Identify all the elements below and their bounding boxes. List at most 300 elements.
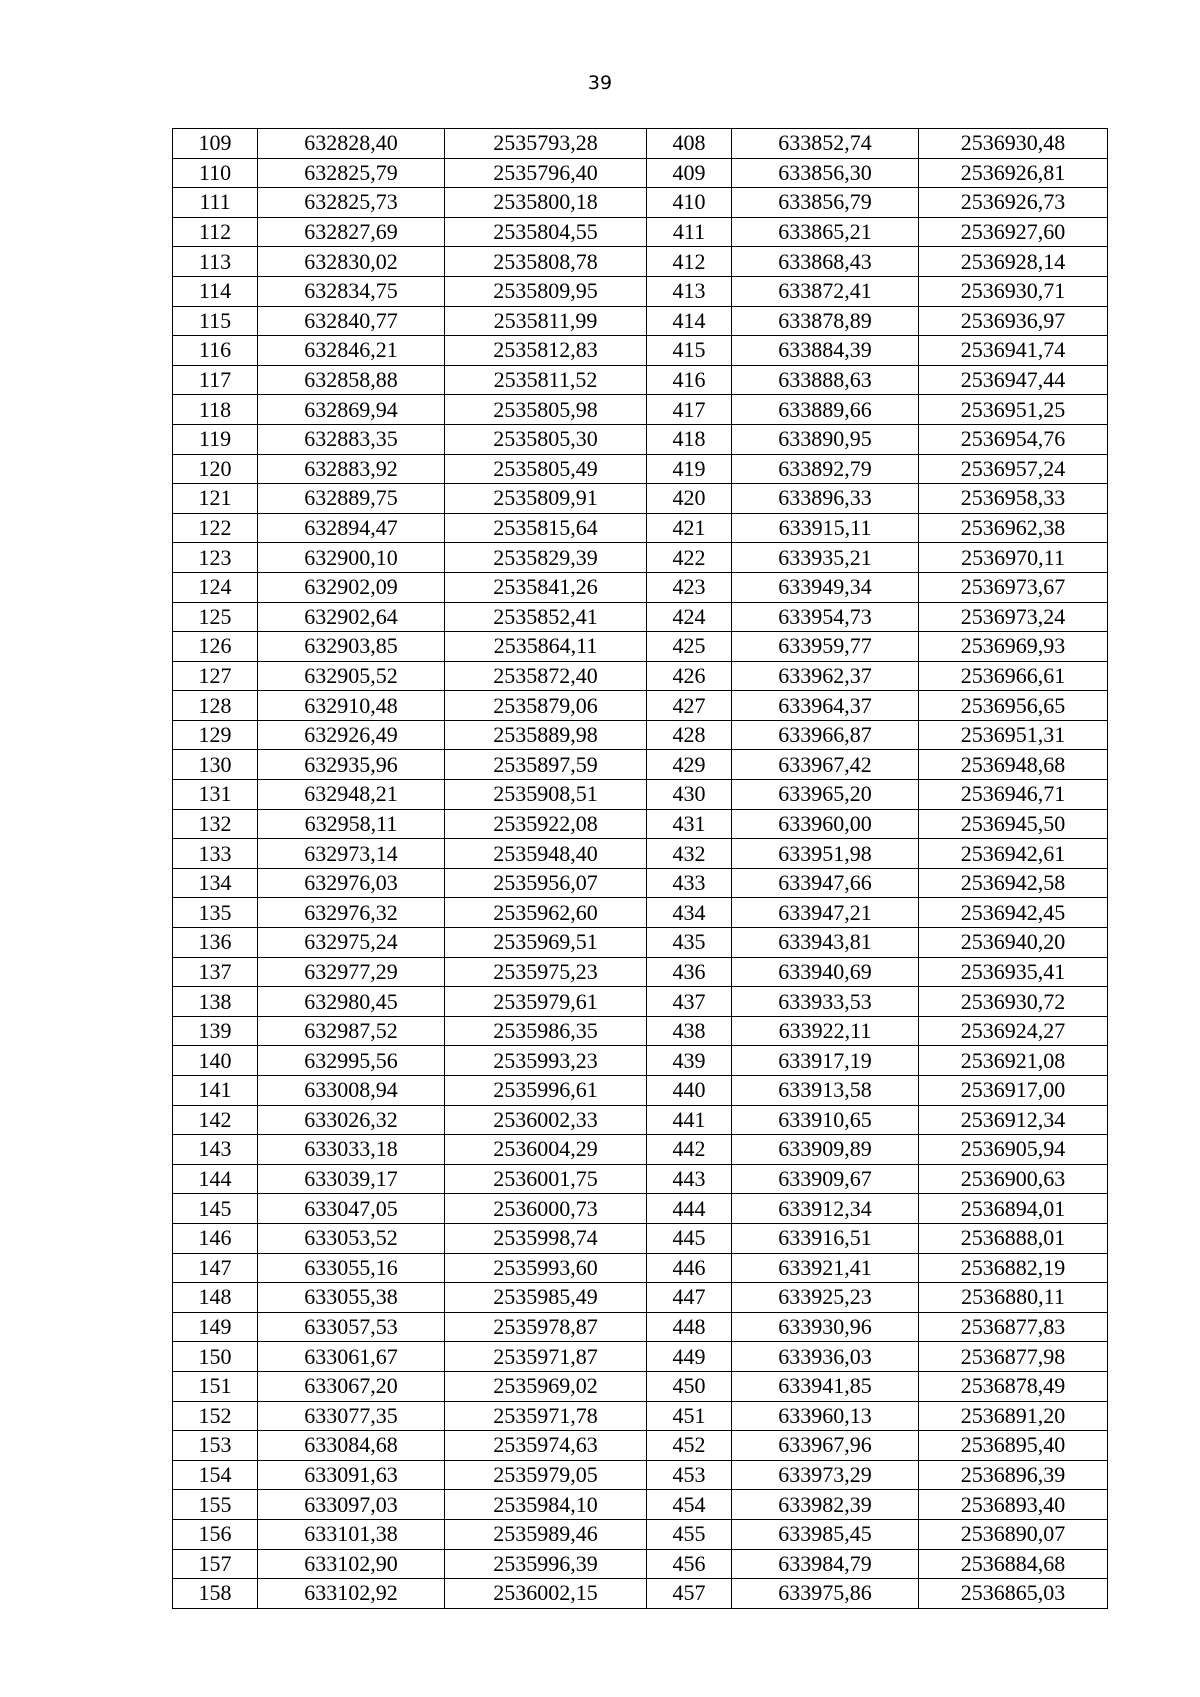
point-number-cell: 426 — [647, 661, 732, 691]
x-coordinate-cell: 632973,14 — [258, 839, 445, 869]
point-number-cell: 130 — [173, 750, 258, 780]
table-row — [173, 247, 1108, 277]
x-coordinate-cell: 633930,96 — [732, 1312, 919, 1342]
x-coordinate-cell: 633964,37 — [732, 691, 919, 721]
x-coordinate-cell: 633951,98 — [732, 839, 919, 869]
y-coordinate-cell: 2535841,26 — [445, 572, 647, 602]
point-number-cell: 424 — [647, 602, 732, 632]
point-number-cell: 422 — [647, 543, 732, 573]
point-number-cell: 410 — [647, 188, 732, 218]
x-coordinate-cell: 633967,42 — [732, 750, 919, 780]
y-coordinate-cell: 2535985,49 — [445, 1283, 647, 1313]
table-row — [173, 750, 1108, 780]
table-row — [173, 1076, 1108, 1106]
table-row — [173, 543, 1108, 573]
x-coordinate-cell: 633912,34 — [732, 1194, 919, 1224]
y-coordinate-cell: 2536954,76 — [919, 424, 1108, 454]
point-number-cell: 157 — [173, 1549, 258, 1579]
point-number-cell: 409 — [647, 158, 732, 188]
point-number-cell: 122 — [173, 513, 258, 543]
table-row — [173, 839, 1108, 869]
y-coordinate-cell: 2536958,33 — [919, 484, 1108, 514]
table-row — [173, 1223, 1108, 1253]
point-number-cell: 430 — [647, 780, 732, 810]
point-number-cell: 131 — [173, 780, 258, 810]
x-coordinate-cell: 632976,03 — [258, 868, 445, 898]
y-coordinate-cell: 2536888,01 — [919, 1223, 1108, 1253]
y-coordinate-cell: 2535805,49 — [445, 454, 647, 484]
y-coordinate-cell: 2536002,33 — [445, 1105, 647, 1135]
y-coordinate-cell: 2536895,40 — [919, 1431, 1108, 1461]
table-row — [173, 780, 1108, 810]
x-coordinate-cell: 633921,41 — [732, 1253, 919, 1283]
x-coordinate-cell: 632980,45 — [258, 987, 445, 1017]
y-coordinate-cell: 2535811,52 — [445, 365, 647, 395]
x-coordinate-cell: 633973,29 — [732, 1460, 919, 1490]
table-row — [173, 1519, 1108, 1549]
point-number-cell: 155 — [173, 1490, 258, 1520]
point-number-cell: 454 — [647, 1490, 732, 1520]
point-number-cell: 135 — [173, 898, 258, 928]
point-number-cell: 136 — [173, 928, 258, 958]
y-coordinate-cell: 2536951,31 — [919, 720, 1108, 750]
point-number-cell: 116 — [173, 336, 258, 366]
point-number-cell: 121 — [173, 484, 258, 514]
table-row — [173, 424, 1108, 454]
table-row — [173, 129, 1108, 159]
x-coordinate-cell: 633878,89 — [732, 306, 919, 336]
y-coordinate-cell: 2536951,25 — [919, 395, 1108, 425]
table-row — [173, 1549, 1108, 1579]
point-number-cell: 147 — [173, 1253, 258, 1283]
table-row — [173, 1401, 1108, 1431]
x-coordinate-cell: 633102,92 — [258, 1579, 445, 1609]
x-coordinate-cell: 633008,94 — [258, 1076, 445, 1106]
point-number-cell: 450 — [647, 1371, 732, 1401]
point-number-cell: 134 — [173, 868, 258, 898]
x-coordinate-cell: 632827,69 — [258, 217, 445, 247]
y-coordinate-cell: 2536000,73 — [445, 1194, 647, 1224]
x-coordinate-cell: 633102,90 — [258, 1549, 445, 1579]
y-coordinate-cell: 2535897,59 — [445, 750, 647, 780]
point-number-cell: 127 — [173, 661, 258, 691]
x-coordinate-cell: 633941,85 — [732, 1371, 919, 1401]
y-coordinate-cell: 2536884,68 — [919, 1549, 1108, 1579]
table-row — [173, 306, 1108, 336]
y-coordinate-cell: 2535998,74 — [445, 1223, 647, 1253]
x-coordinate-cell: 633053,52 — [258, 1223, 445, 1253]
y-coordinate-cell: 2536882,19 — [919, 1253, 1108, 1283]
x-coordinate-cell: 633947,21 — [732, 898, 919, 928]
point-number-cell: 143 — [173, 1135, 258, 1165]
y-coordinate-cell: 2536940,20 — [919, 928, 1108, 958]
x-coordinate-cell: 633925,23 — [732, 1283, 919, 1313]
y-coordinate-cell: 2536896,39 — [919, 1460, 1108, 1490]
y-coordinate-cell: 2535971,87 — [445, 1342, 647, 1372]
x-coordinate-cell: 633984,79 — [732, 1549, 919, 1579]
x-coordinate-cell: 632995,56 — [258, 1046, 445, 1076]
x-coordinate-cell: 633890,95 — [732, 424, 919, 454]
x-coordinate-cell: 633962,37 — [732, 661, 919, 691]
y-coordinate-cell: 2536880,11 — [919, 1283, 1108, 1313]
y-coordinate-cell: 2535864,11 — [445, 632, 647, 662]
point-number-cell: 441 — [647, 1105, 732, 1135]
point-number-cell: 114 — [173, 276, 258, 306]
point-number-cell: 451 — [647, 1401, 732, 1431]
table-row — [173, 1490, 1108, 1520]
page-number: 39 — [587, 72, 613, 94]
y-coordinate-cell: 2536948,68 — [919, 750, 1108, 780]
y-coordinate-cell: 2536928,14 — [919, 247, 1108, 277]
coordinates-table-body — [173, 129, 1108, 1609]
y-coordinate-cell: 2536900,63 — [919, 1164, 1108, 1194]
point-number-cell: 456 — [647, 1549, 732, 1579]
point-number-cell: 457 — [647, 1579, 732, 1609]
y-coordinate-cell: 2536891,20 — [919, 1401, 1108, 1431]
table-row — [173, 1046, 1108, 1076]
point-number-cell: 137 — [173, 957, 258, 987]
x-coordinate-cell: 632905,52 — [258, 661, 445, 691]
table-row — [173, 1579, 1108, 1609]
table-row — [173, 1016, 1108, 1046]
point-number-cell: 435 — [647, 928, 732, 958]
point-number-cell: 126 — [173, 632, 258, 662]
table-row — [173, 720, 1108, 750]
y-coordinate-cell: 2536894,01 — [919, 1194, 1108, 1224]
x-coordinate-cell: 633960,13 — [732, 1401, 919, 1431]
y-coordinate-cell: 2536941,74 — [919, 336, 1108, 366]
y-coordinate-cell: 2535829,39 — [445, 543, 647, 573]
y-coordinate-cell: 2535984,10 — [445, 1490, 647, 1520]
y-coordinate-cell: 2536966,61 — [919, 661, 1108, 691]
y-coordinate-cell: 2536924,27 — [919, 1016, 1108, 1046]
y-coordinate-cell: 2535978,87 — [445, 1312, 647, 1342]
point-number-cell: 434 — [647, 898, 732, 928]
point-number-cell: 420 — [647, 484, 732, 514]
table-row — [173, 572, 1108, 602]
point-number-cell: 437 — [647, 987, 732, 1017]
table-row — [173, 158, 1108, 188]
x-coordinate-cell: 633055,38 — [258, 1283, 445, 1313]
table-row — [173, 602, 1108, 632]
point-number-cell: 129 — [173, 720, 258, 750]
x-coordinate-cell: 633039,17 — [258, 1164, 445, 1194]
y-coordinate-cell: 2536946,71 — [919, 780, 1108, 810]
point-number-cell: 443 — [647, 1164, 732, 1194]
y-coordinate-cell: 2536917,00 — [919, 1076, 1108, 1106]
y-coordinate-cell: 2535815,64 — [445, 513, 647, 543]
x-coordinate-cell: 633061,67 — [258, 1342, 445, 1372]
x-coordinate-cell: 633940,69 — [732, 957, 919, 987]
y-coordinate-cell: 2536930,48 — [919, 129, 1108, 159]
x-coordinate-cell: 632830,02 — [258, 247, 445, 277]
y-coordinate-cell: 2536890,07 — [919, 1519, 1108, 1549]
x-coordinate-cell: 633975,86 — [732, 1579, 919, 1609]
y-coordinate-cell: 2535956,07 — [445, 868, 647, 898]
x-coordinate-cell: 632858,88 — [258, 365, 445, 395]
x-coordinate-cell: 632926,49 — [258, 720, 445, 750]
point-number-cell: 421 — [647, 513, 732, 543]
y-coordinate-cell: 2536942,58 — [919, 868, 1108, 898]
x-coordinate-cell: 633856,30 — [732, 158, 919, 188]
y-coordinate-cell: 2535986,35 — [445, 1016, 647, 1046]
x-coordinate-cell: 633026,32 — [258, 1105, 445, 1135]
point-number-cell: 438 — [647, 1016, 732, 1046]
x-coordinate-cell: 633960,00 — [732, 809, 919, 839]
x-coordinate-cell: 632846,21 — [258, 336, 445, 366]
table-row — [173, 1194, 1108, 1224]
y-coordinate-cell: 2535809,95 — [445, 276, 647, 306]
x-coordinate-cell: 633888,63 — [732, 365, 919, 395]
point-number-cell: 139 — [173, 1016, 258, 1046]
point-number-cell: 439 — [647, 1046, 732, 1076]
y-coordinate-cell: 2535800,18 — [445, 188, 647, 218]
table-row — [173, 928, 1108, 958]
x-coordinate-cell: 632883,92 — [258, 454, 445, 484]
x-coordinate-cell: 633865,21 — [732, 217, 919, 247]
x-coordinate-cell: 632910,48 — [258, 691, 445, 721]
point-number-cell: 436 — [647, 957, 732, 987]
y-coordinate-cell: 2535793,28 — [445, 129, 647, 159]
point-number-cell: 411 — [647, 217, 732, 247]
x-coordinate-cell: 633915,11 — [732, 513, 919, 543]
point-number-cell: 446 — [647, 1253, 732, 1283]
point-number-cell: 124 — [173, 572, 258, 602]
y-coordinate-cell: 2535852,41 — [445, 602, 647, 632]
table-row — [173, 868, 1108, 898]
point-number-cell: 140 — [173, 1046, 258, 1076]
y-coordinate-cell: 2536004,29 — [445, 1135, 647, 1165]
y-coordinate-cell: 2535812,83 — [445, 336, 647, 366]
x-coordinate-cell: 633966,87 — [732, 720, 919, 750]
y-coordinate-cell: 2536956,65 — [919, 691, 1108, 721]
x-coordinate-cell: 633872,41 — [732, 276, 919, 306]
table-row — [173, 188, 1108, 218]
x-coordinate-cell: 632825,73 — [258, 188, 445, 218]
point-number-cell: 150 — [173, 1342, 258, 1372]
point-number-cell: 145 — [173, 1194, 258, 1224]
y-coordinate-cell: 2535805,98 — [445, 395, 647, 425]
point-number-cell: 416 — [647, 365, 732, 395]
y-coordinate-cell: 2535811,99 — [445, 306, 647, 336]
point-number-cell: 432 — [647, 839, 732, 869]
x-coordinate-cell: 632894,47 — [258, 513, 445, 543]
x-coordinate-cell: 633077,35 — [258, 1401, 445, 1431]
point-number-cell: 123 — [173, 543, 258, 573]
table-row — [173, 336, 1108, 366]
x-coordinate-cell: 632903,85 — [258, 632, 445, 662]
point-number-cell: 427 — [647, 691, 732, 721]
point-number-cell: 120 — [173, 454, 258, 484]
y-coordinate-cell: 2536935,41 — [919, 957, 1108, 987]
table-row — [173, 513, 1108, 543]
point-number-cell: 113 — [173, 247, 258, 277]
y-coordinate-cell: 2536877,83 — [919, 1312, 1108, 1342]
x-coordinate-cell: 633947,66 — [732, 868, 919, 898]
point-number-cell: 408 — [647, 129, 732, 159]
x-coordinate-cell: 633954,73 — [732, 602, 919, 632]
y-coordinate-cell: 2536927,60 — [919, 217, 1108, 247]
y-coordinate-cell: 2536930,72 — [919, 987, 1108, 1017]
point-number-cell: 412 — [647, 247, 732, 277]
y-coordinate-cell: 2536912,34 — [919, 1105, 1108, 1135]
x-coordinate-cell: 632902,64 — [258, 602, 445, 632]
table-row — [173, 395, 1108, 425]
y-coordinate-cell: 2536969,93 — [919, 632, 1108, 662]
y-coordinate-cell: 2536930,71 — [919, 276, 1108, 306]
point-number-cell: 156 — [173, 1519, 258, 1549]
table-row — [173, 661, 1108, 691]
point-number-cell: 444 — [647, 1194, 732, 1224]
y-coordinate-cell: 2535996,61 — [445, 1076, 647, 1106]
point-number-cell: 109 — [173, 129, 258, 159]
x-coordinate-cell: 633909,67 — [732, 1164, 919, 1194]
x-coordinate-cell: 633982,39 — [732, 1490, 919, 1520]
point-number-cell: 414 — [647, 306, 732, 336]
point-number-cell: 425 — [647, 632, 732, 662]
table-row — [173, 1253, 1108, 1283]
x-coordinate-cell: 633935,21 — [732, 543, 919, 573]
y-coordinate-cell: 2536865,03 — [919, 1579, 1108, 1609]
point-number-cell: 111 — [173, 188, 258, 218]
point-number-cell: 144 — [173, 1164, 258, 1194]
point-number-cell: 449 — [647, 1342, 732, 1372]
y-coordinate-cell: 2536926,73 — [919, 188, 1108, 218]
point-number-cell: 133 — [173, 839, 258, 869]
table-row — [173, 957, 1108, 987]
y-coordinate-cell: 2535979,05 — [445, 1460, 647, 1490]
point-number-cell: 445 — [647, 1223, 732, 1253]
point-number-cell: 117 — [173, 365, 258, 395]
point-number-cell: 452 — [647, 1431, 732, 1461]
x-coordinate-cell: 632958,11 — [258, 809, 445, 839]
y-coordinate-cell: 2536947,44 — [919, 365, 1108, 395]
y-coordinate-cell: 2536877,98 — [919, 1342, 1108, 1372]
x-coordinate-cell: 632987,52 — [258, 1016, 445, 1046]
y-coordinate-cell: 2535872,40 — [445, 661, 647, 691]
x-coordinate-cell: 632977,29 — [258, 957, 445, 987]
y-coordinate-cell: 2535969,02 — [445, 1371, 647, 1401]
x-coordinate-cell: 633033,18 — [258, 1135, 445, 1165]
x-coordinate-cell: 632935,96 — [258, 750, 445, 780]
x-coordinate-cell: 633047,05 — [258, 1194, 445, 1224]
point-number-cell: 142 — [173, 1105, 258, 1135]
x-coordinate-cell: 632834,75 — [258, 276, 445, 306]
table-row — [173, 1312, 1108, 1342]
x-coordinate-cell: 633917,19 — [732, 1046, 919, 1076]
point-number-cell: 413 — [647, 276, 732, 306]
point-number-cell: 158 — [173, 1579, 258, 1609]
y-coordinate-cell: 2535962,60 — [445, 898, 647, 928]
point-number-cell: 417 — [647, 395, 732, 425]
y-coordinate-cell: 2535808,78 — [445, 247, 647, 277]
x-coordinate-cell: 632828,40 — [258, 129, 445, 159]
x-coordinate-cell: 633889,66 — [732, 395, 919, 425]
y-coordinate-cell: 2535989,46 — [445, 1519, 647, 1549]
point-number-cell: 442 — [647, 1135, 732, 1165]
y-coordinate-cell: 2535975,23 — [445, 957, 647, 987]
y-coordinate-cell: 2535805,30 — [445, 424, 647, 454]
x-coordinate-cell: 633896,33 — [732, 484, 919, 514]
x-coordinate-cell: 633959,77 — [732, 632, 919, 662]
point-number-cell: 141 — [173, 1076, 258, 1106]
table-row — [173, 898, 1108, 928]
table-row — [173, 484, 1108, 514]
y-coordinate-cell: 2535879,06 — [445, 691, 647, 721]
x-coordinate-cell: 633965,20 — [732, 780, 919, 810]
y-coordinate-cell: 2535996,39 — [445, 1549, 647, 1579]
y-coordinate-cell: 2535948,40 — [445, 839, 647, 869]
point-number-cell: 433 — [647, 868, 732, 898]
x-coordinate-cell: 633910,65 — [732, 1105, 919, 1135]
point-number-cell: 423 — [647, 572, 732, 602]
x-coordinate-cell: 633091,63 — [258, 1460, 445, 1490]
point-number-cell: 453 — [647, 1460, 732, 1490]
x-coordinate-cell: 633868,43 — [732, 247, 919, 277]
x-coordinate-cell: 632825,79 — [258, 158, 445, 188]
table-row — [173, 632, 1108, 662]
x-coordinate-cell: 633097,03 — [258, 1490, 445, 1520]
y-coordinate-cell: 2536893,40 — [919, 1490, 1108, 1520]
x-coordinate-cell: 633949,34 — [732, 572, 919, 602]
point-number-cell: 428 — [647, 720, 732, 750]
point-number-cell: 112 — [173, 217, 258, 247]
table-row — [173, 809, 1108, 839]
x-coordinate-cell: 632976,32 — [258, 898, 445, 928]
point-number-cell: 431 — [647, 809, 732, 839]
y-coordinate-cell: 2536926,81 — [919, 158, 1108, 188]
table-row — [173, 1135, 1108, 1165]
y-coordinate-cell: 2535971,78 — [445, 1401, 647, 1431]
x-coordinate-cell: 633936,03 — [732, 1342, 919, 1372]
x-coordinate-cell: 633057,53 — [258, 1312, 445, 1342]
x-coordinate-cell: 633943,81 — [732, 928, 919, 958]
point-number-cell: 128 — [173, 691, 258, 721]
point-number-cell: 125 — [173, 602, 258, 632]
x-coordinate-cell: 632975,24 — [258, 928, 445, 958]
x-coordinate-cell: 632889,75 — [258, 484, 445, 514]
point-number-cell: 415 — [647, 336, 732, 366]
table-row — [173, 1342, 1108, 1372]
y-coordinate-cell: 2536936,97 — [919, 306, 1108, 336]
y-coordinate-cell: 2536905,94 — [919, 1135, 1108, 1165]
x-coordinate-cell: 632869,94 — [258, 395, 445, 425]
point-number-cell: 110 — [173, 158, 258, 188]
y-coordinate-cell: 2536962,38 — [919, 513, 1108, 543]
y-coordinate-cell: 2535796,40 — [445, 158, 647, 188]
table-row — [173, 691, 1108, 721]
table-row — [173, 1431, 1108, 1461]
x-coordinate-cell: 633101,38 — [258, 1519, 445, 1549]
point-number-cell: 455 — [647, 1519, 732, 1549]
x-coordinate-cell: 633856,79 — [732, 188, 919, 218]
point-number-cell: 448 — [647, 1312, 732, 1342]
point-number-cell: 152 — [173, 1401, 258, 1431]
table-row — [173, 1164, 1108, 1194]
x-coordinate-cell: 633933,53 — [732, 987, 919, 1017]
x-coordinate-cell: 633922,11 — [732, 1016, 919, 1046]
point-number-cell: 138 — [173, 987, 258, 1017]
y-coordinate-cell: 2536973,67 — [919, 572, 1108, 602]
point-number-cell: 418 — [647, 424, 732, 454]
table-row — [173, 217, 1108, 247]
y-coordinate-cell: 2535974,63 — [445, 1431, 647, 1461]
y-coordinate-cell: 2535889,98 — [445, 720, 647, 750]
y-coordinate-cell: 2536942,61 — [919, 839, 1108, 869]
y-coordinate-cell: 2536942,45 — [919, 898, 1108, 928]
y-coordinate-cell: 2535922,08 — [445, 809, 647, 839]
x-coordinate-cell: 633884,39 — [732, 336, 919, 366]
